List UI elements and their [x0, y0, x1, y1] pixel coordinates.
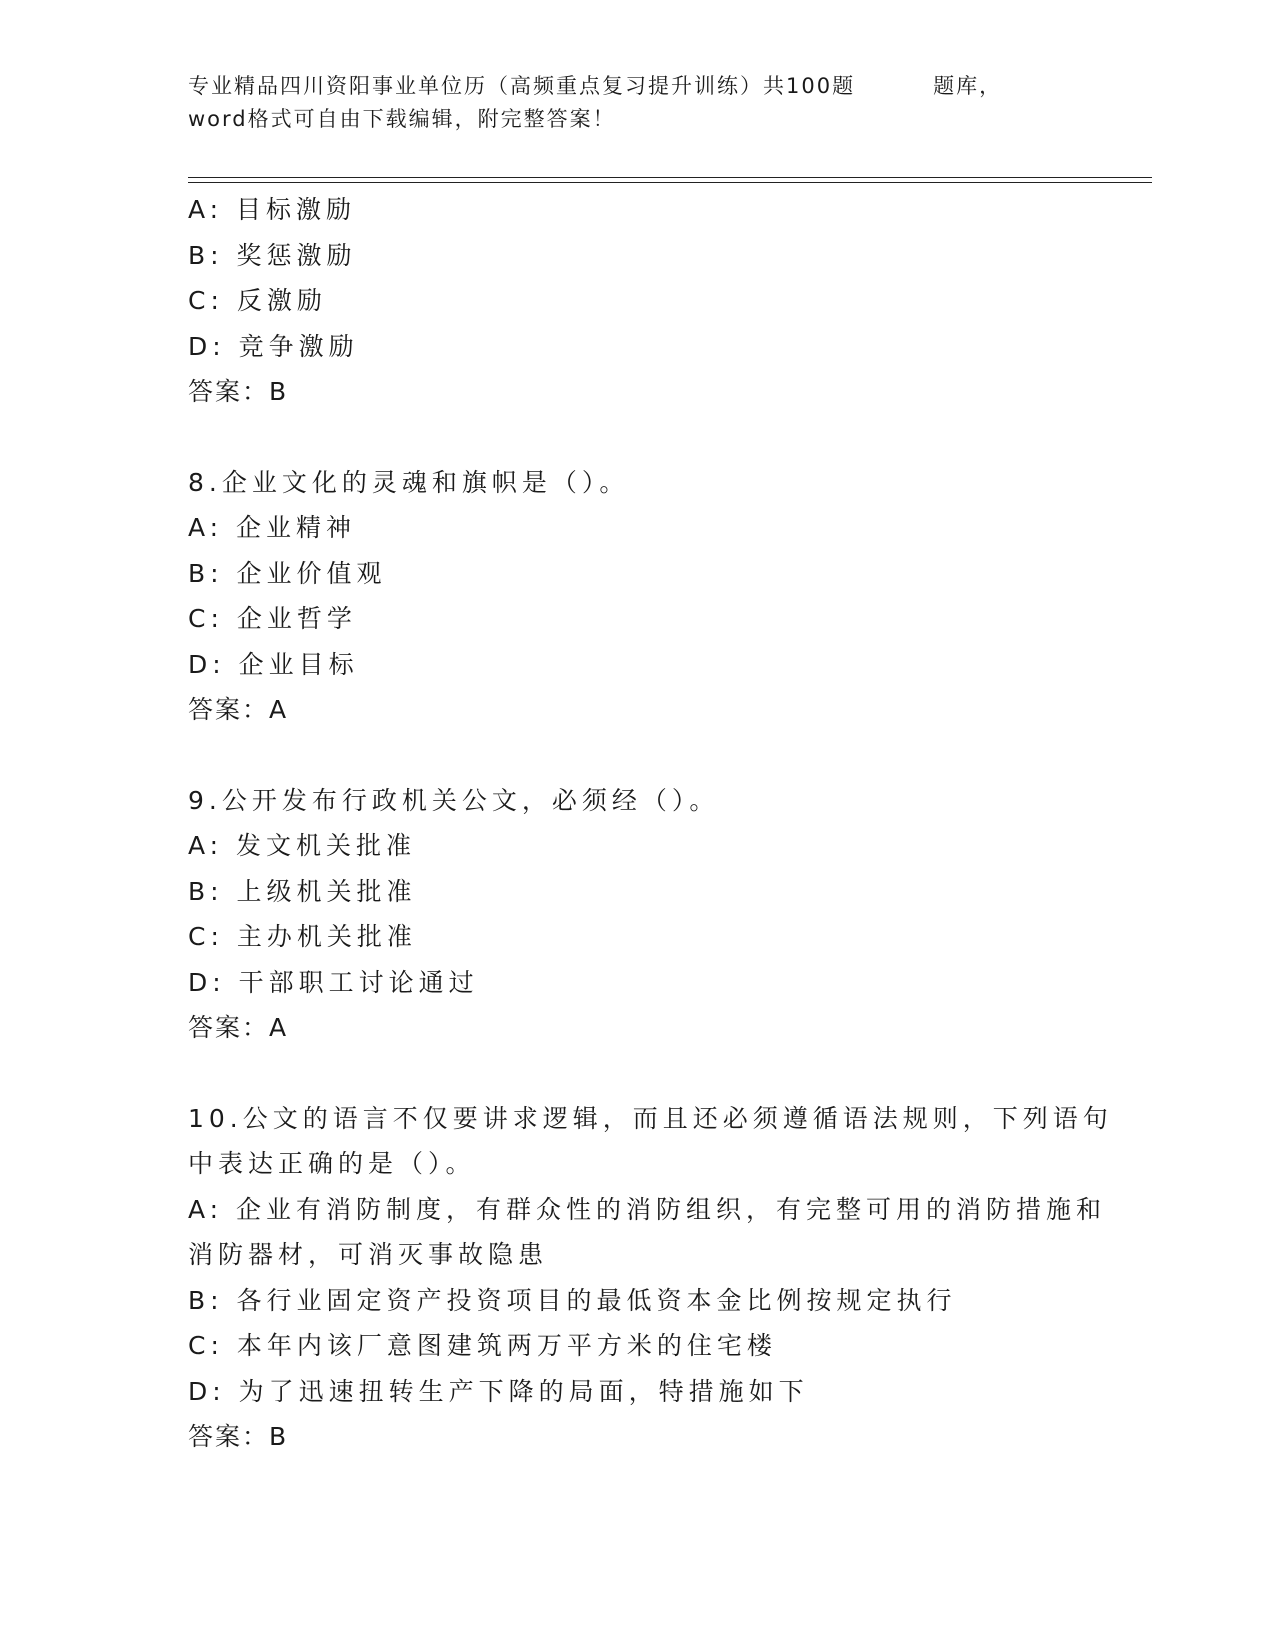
- option-c: C: 本年内该厂意图建筑两万平方米的住宅楼: [188, 1331, 777, 1360]
- question-text-line1: 10.公文的语言不仅要讲求逻辑，而且还必须遵循语法规则，下列语句: [188, 1103, 1113, 1133]
- block-spacer: [188, 1051, 1068, 1096]
- option-d: D: 为了迅速扭转生产下降的局面，特措施如下: [188, 1376, 809, 1406]
- header-title-line1: 专业精品四川资阳事业单位历（高频重点复习提升训练）共100题: [188, 74, 856, 98]
- answer-line: 答案：B: [188, 377, 289, 406]
- question-text-line2: 中表达正确的是（）。: [188, 1149, 476, 1178]
- option-a: A: 发文机关批准: [188, 831, 417, 860]
- block-spacer: [188, 415, 1068, 460]
- header-title-tail: 题库，: [933, 74, 1003, 98]
- answer-line: 答案：A: [188, 1013, 289, 1042]
- header-title-row: [188, 70, 1088, 103]
- option-a-line2: 消防器材，可消灭事故隐患: [188, 1240, 549, 1269]
- option-b: B: 各行业固定资产投资项目的最低资本金比例按规定执行: [188, 1285, 957, 1315]
- block-spacer: [188, 733, 1068, 778]
- option-a: A: 企业精神: [188, 513, 357, 542]
- header-title-line2: word格式可自由下载编辑，附完整答案！: [188, 107, 616, 131]
- question-text: 9.公开发布行政机关公文，必须经（）。: [188, 785, 720, 815]
- answer-line: 答案：B: [188, 1422, 289, 1451]
- option-c: C: 企业哲学: [188, 604, 357, 633]
- question-text: 8.企业文化的灵魂和旗帜是（）。: [188, 467, 630, 497]
- answer-line: 答案：A: [188, 695, 289, 724]
- document-header: [188, 70, 1088, 136]
- question-block-9: [188, 778, 1068, 1051]
- option-d: D: 干部职工讨论通过: [188, 967, 479, 997]
- question-list: [188, 187, 1113, 1460]
- option-b: B: 奖惩激励: [188, 240, 357, 270]
- option-a: A: 目标激励: [188, 195, 357, 224]
- option-b: B: 企业价值观: [188, 558, 387, 588]
- question-block-10: [188, 1096, 1113, 1460]
- header-divider-top: [188, 177, 1152, 178]
- option-a-line1: A: 企业有消防制度，有群众性的消防组织，有完整可用的消防措施和: [188, 1194, 1107, 1224]
- question-block-7: [188, 187, 1068, 415]
- option-c: C: 主办机关批准: [188, 922, 417, 951]
- header-divider-bottom: [188, 182, 1152, 183]
- option-b: B: 上级机关批准: [188, 876, 417, 906]
- option-d: D: 企业目标: [188, 649, 359, 679]
- question-block-8: [188, 460, 1068, 733]
- option-d: D: 竞争激励: [188, 331, 359, 361]
- option-c: C: 反激励: [188, 286, 327, 315]
